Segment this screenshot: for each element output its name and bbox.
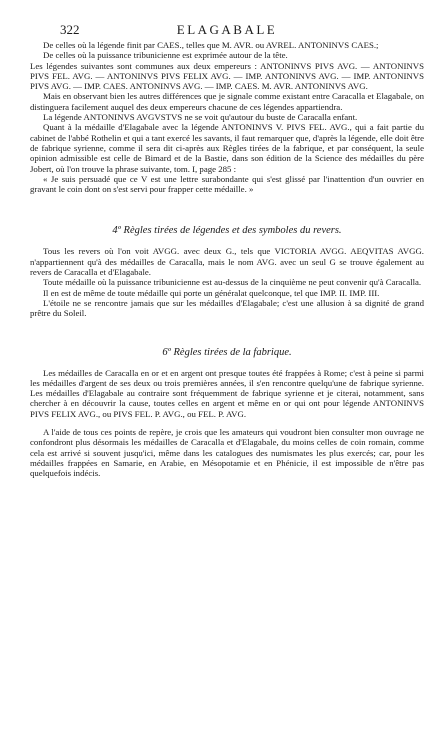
section-6-title: 6º Règles tirées de la fabrique. [162,346,292,358]
page-number: 322 [60,22,80,37]
paragraph: De celles où la légende finit par CAES., telles que M. AVR. ou AVREL. ANTONINVS CAES.; [43,40,379,50]
paragraph: Il en est de même de toute médaille qui porte un généralat quelconque, tel que IMP. II. IMP. III. [43,287,380,298]
paragraph: Les légendes suivantes sont communes aux deux empereurs : ANTONINVS PIVS AVG. — ANTONINVS PIVS FEL. AVG. — ANTONINVS PIVS FELIX AVG. — IMP. ANTONINVS AVG. — IMP. ANTONINVS PIVS AVG. — IMP. CAES. ANTONINVS AVG. — IMP. CAES. M. AVR. ANTONINVS AVG. [30,60,424,92]
paragraph: A l'aide de tous ces points de repère, je crois que les amateurs qui voudront bien consulter mon ouvrage ne confondront plus désormais les médailles de Caracalla et d'Elagabale, du moins celles de coin romain, comme cela est arrivé si souvent jusqu'ici, même dans les catalogues des numismates les plus exercés; car, pour les médailles frappées en Samarie, en Arabie, en Mésopotamie et en Phénicie, il est impossible de n'être pas quelquefois indécis. [30,427,424,479]
paragraph: Mais en observant bien les autres différences que je signale comme existant entre Caracalla et Elagabale, on distinguera facilement auquel des deux empereurs chacune de ces légendes appartiendra. [30,91,424,112]
section-6-body [30,368,424,479]
paragraph: Tous les revers où l'on voit AVGG. avec deux G., tels que VICTORIA AVGG. AEQVITAS AVGG. n'appartiennent qu'à des médailles de Caracalla, mais le nom AVG. avec un seul G se trouve également au revers de Caracalla et d'Elagabale. [30,246,424,278]
page-header [30,0,424,40]
paragraph: Quant à la médaille d'Elagabale avec la légende ANTONINVS V. PIVS FEL. AVG., qui a fait partie du cabinet de l'abbé Rothelin et qui a tant exercé les savants, il faut remarquer que, d'après la légende, elle doit être de fabrique syrienne, comme il sera dit ci-après aux Règles tirées de la fabrique, et par conséquent, la seule opinion admissible est celle de Bimard et de la Bastie, dans son édition de la Science des médailles du père Jobert, où l'on trouve la phrase suivante, tom. I, page 285 : [30,122,424,174]
paragraph: Les médailles de Caracalla en or et en argent ont presque toutes été frappées à Rome; c'est à peine si parmi les médailles d'argent de ses deux ou trois premières années, il s'en rencontre quelqu'une de fabrique syrienne. Les médailles d'Elagabale au contraire sont fréquemment de fabrique syrienne et je citerai, notamment, sans chercher à en découvrir la cause, toutes celles en argent et même en or qui ont pour légende ANTONINVS PIVS FELIX AVG., ou PIVS FEL. P. AVG., ou FEL. P. AVG. [30,367,424,419]
paragraph: L'étoile ne se rencontre jamais que sur les médailles d'Elagabale; c'est une allusion à sa dignité de grand prêtre du Soleil. [30,297,424,319]
quotation: « Je suis persuadé que ce V est une lettre surabondante qui s'est glissé par l'inattention d'un ouvrier en gravant le coin dont on s'est servi pour frapper cette médaille. » [30,173,424,195]
section-4-title: 4º Règles tirées de légendes et des symboles du revers. [112,225,342,237]
paragraph: La légende ANTONINVS AVGVSTVS ne se voit qu'autour du buste de Caracalla enfant. [43,112,358,123]
section-4-body [30,246,424,318]
paragraph: Toute médaille où la puissance tribunicienne est au-dessus de la cinquième ne peut convenir qu'à Caracalla. [43,277,422,288]
intro-block [30,40,424,194]
running-title: ELAGABALE [176,22,278,37]
paragraph: De celles où la puissance tribunicienne est exprimée autour de la tête. [43,50,288,61]
